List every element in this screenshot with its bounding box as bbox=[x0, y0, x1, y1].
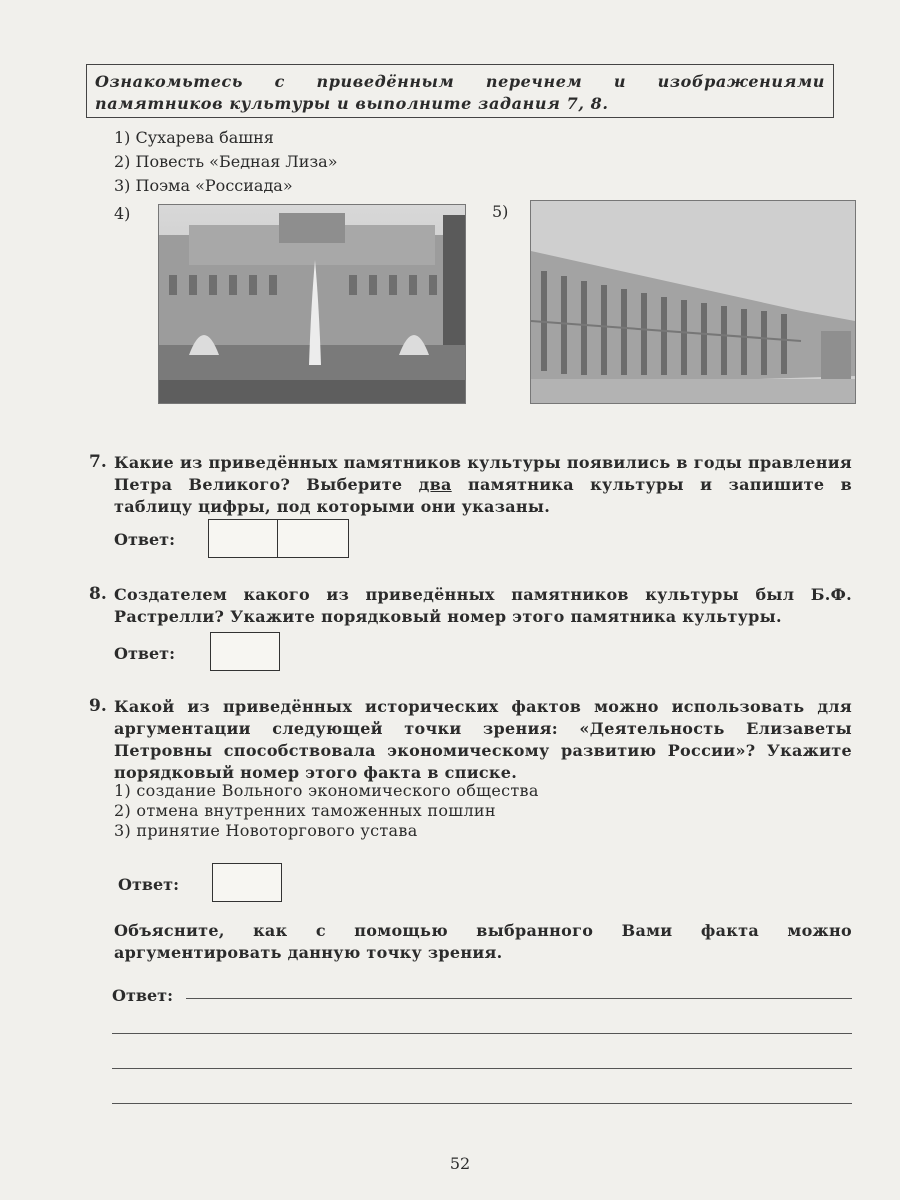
answer-line-4[interactable] bbox=[112, 1103, 852, 1104]
monument-item-2: 2) Повесть «Бедная Лиза» bbox=[114, 152, 338, 171]
monument-item-1: 1) Сухарева башня bbox=[114, 128, 274, 147]
fact-item-2: 2) отмена внутренних таможенных пошлин bbox=[114, 801, 496, 820]
answer-line-2[interactable] bbox=[112, 1033, 852, 1034]
question-7-emphasis: два bbox=[418, 475, 452, 494]
question-9-text: Какой из приведённых исторических фактов можно использовать для аргументации следующей точки зрения: «Деятельность Елизаветы Петровны способствовала экономическому развитию России»? Укажите порядковый номер этого факта в списке. bbox=[114, 697, 852, 782]
question-7-number: 7. bbox=[89, 452, 107, 472]
instruction-box: Ознакомьтесь с приведённым перечнем и изображениями памятников культуры и выполните задания 7, 8. bbox=[86, 64, 834, 118]
page-number: 52 bbox=[449, 1154, 471, 1173]
question-8-number: 8. bbox=[89, 584, 107, 604]
fact-item-3: 3) принятие Новоторгового устава bbox=[114, 821, 418, 840]
question-9-fact-list bbox=[114, 781, 852, 841]
image-label-4: 4) bbox=[114, 204, 131, 223]
winter-palace-image bbox=[531, 201, 855, 403]
peterhof-fountain-image bbox=[159, 205, 465, 403]
answer-line-1[interactable] bbox=[186, 998, 852, 999]
monument-item-3: 3) Поэма «Россиада» bbox=[114, 176, 293, 195]
question-8-answer-cell[interactable] bbox=[210, 632, 280, 671]
question-9-number: 9. bbox=[89, 696, 107, 716]
monument-list bbox=[114, 126, 338, 198]
question-7-text-start: Какие из приведённых памятников культуры появились в годы правления Петра Великого? Выберите bbox=[114, 453, 852, 494]
question-8-text: Создателем какого из приведённых памятников культуры был Б.Ф. Растрелли? Укажите порядковый номер этого памятника культуры. bbox=[114, 585, 852, 626]
question-7-text-end: памятника культуры и запишите в таблицу цифры, под которыми они указаны. bbox=[114, 475, 852, 516]
question-9-answer-label: Ответ: bbox=[118, 875, 179, 894]
question-7-answer-cell-2[interactable] bbox=[277, 519, 349, 558]
question-7-answer-cell-1[interactable] bbox=[208, 519, 279, 558]
question-7-text bbox=[114, 452, 852, 518]
answer-line-3[interactable] bbox=[112, 1068, 852, 1069]
fact-item-1: 1) создание Вольного экономического общества bbox=[114, 781, 539, 800]
question-9-explanation-label: Ответ: bbox=[112, 986, 173, 1005]
peterhof-photo bbox=[158, 204, 466, 404]
image-label-5: 5) bbox=[492, 202, 509, 221]
question-8-answer-label: Ответ: bbox=[114, 644, 175, 663]
winter-palace-photo bbox=[530, 200, 856, 404]
question-7-answer-label: Ответ: bbox=[114, 530, 175, 549]
question-9-explain-prompt: Объясните, как с помощью выбранного Вами факта можно аргументировать данную точку зрения. bbox=[114, 921, 852, 962]
question-9-answer-cell[interactable] bbox=[212, 863, 282, 902]
